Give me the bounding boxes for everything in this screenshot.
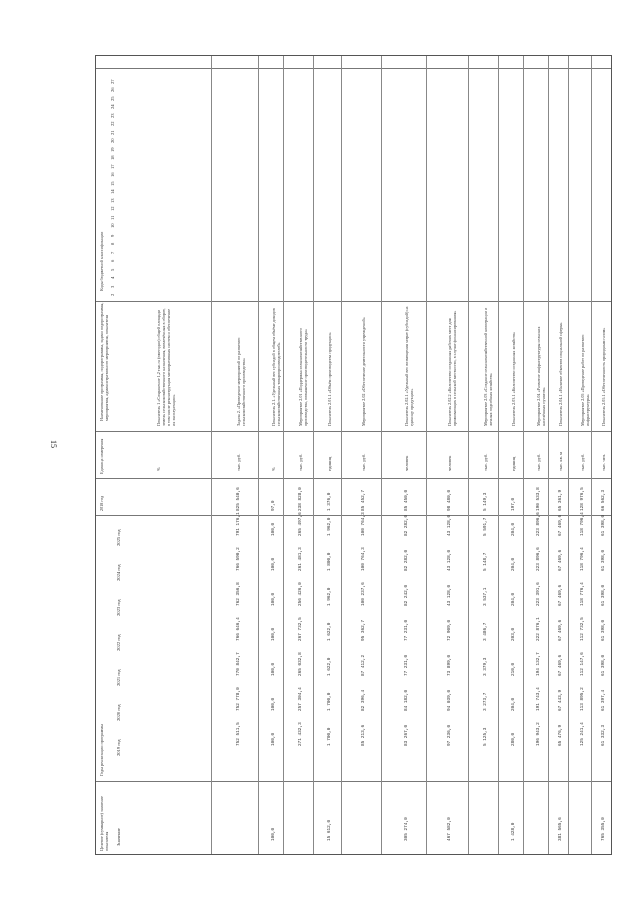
row-year-value: 194 132,7	[536, 652, 541, 676]
row-year-value: 100,0	[271, 592, 276, 606]
row-unit: человек	[447, 455, 452, 471]
row-year-value: 204,0	[511, 557, 516, 571]
code-column-number: 20	[110, 138, 115, 143]
row-year-value: 1 800,0	[327, 552, 332, 571]
row-base-value: 190 533,8	[536, 487, 541, 511]
row-year-value: 83 267,0	[404, 724, 409, 746]
code-column-number: 14	[110, 189, 115, 194]
row-year-value: 67 469,6	[558, 549, 563, 571]
row-year-value: 204,0	[511, 592, 516, 606]
row-divider	[568, 56, 569, 854]
row-divider	[591, 56, 592, 854]
row-year-value: 1 962,0	[327, 517, 332, 536]
row-year-value: 82 282,0	[404, 549, 409, 571]
code-column-number: 2	[110, 293, 115, 296]
year-header: 2024 год	[116, 564, 121, 581]
row-year-value: 43 128,0	[447, 514, 452, 536]
row-year-value: 770 842,7	[236, 652, 241, 676]
row-year-value: 100,0	[271, 732, 276, 746]
row-year-value: 100 764,3	[361, 512, 366, 536]
base-year-separator	[96, 515, 611, 516]
row-divider	[313, 56, 314, 854]
row-year-value: 1 622,0	[327, 622, 332, 641]
row-indicator-name: Задача 2. «Проведение мероприятий по развитию сельскохозяйственного производства»	[236, 337, 246, 426]
row-divider	[426, 56, 427, 854]
final-value-header: Целевое (суммарное) значение показателя	[99, 796, 109, 851]
row-year-value: 762 356,8	[236, 582, 241, 606]
final-value-label: Значение	[116, 828, 121, 846]
classification-header: Коды бюджетной классификации	[99, 231, 104, 291]
indicator-name-header: Наименование программы, подпрограммы, задачи подпрограммы, мероприятия, административного мероприятия, показателя	[99, 302, 109, 421]
row-divider	[548, 56, 549, 854]
row-year-value: 61 332,3	[601, 724, 606, 746]
code-column-number: 11	[110, 215, 115, 220]
row-unit: тыс. руб.	[483, 453, 488, 471]
values-header: Годы реализации программы	[99, 724, 104, 776]
base-year-header: 2018 год	[99, 495, 104, 511]
row-final-value: 1 428,0	[511, 822, 516, 841]
row-year-value: 3 379,3	[483, 657, 488, 676]
header-separator	[96, 68, 611, 69]
row-year-value: 118 796,4	[580, 547, 585, 571]
row-year-value: 265 032,8	[298, 652, 303, 676]
row-year-value: 5 125,3	[483, 727, 488, 746]
row-base-value: 825 540,6	[236, 487, 241, 511]
row-final-value: 381 565,6	[558, 817, 563, 841]
row-divider	[381, 56, 382, 854]
row-indicator-name: Мероприятие 2.02 «Обеспечение деятельности учреждений»	[361, 317, 366, 426]
row-unit: тыс. руб.	[298, 453, 303, 471]
code-column-number: 22	[110, 121, 115, 126]
unit-column-separator	[96, 478, 611, 479]
row-divider	[468, 56, 469, 854]
row-year-value: 256 426,0	[298, 582, 303, 606]
row-year-value: 67 469,6	[558, 514, 563, 536]
row-year-value: 73 899,0	[447, 654, 452, 676]
row-indicator-name: Мероприятие 2.03 «Создание сельскохозяйственной кооперации и личных подсобных хозяйств»	[483, 307, 493, 426]
row-year-value: 84 182,0	[404, 689, 409, 711]
row-unit: тыс. кв. м	[558, 451, 563, 471]
row-year-value: 118 796,4	[580, 512, 585, 536]
row-year-value: 61 398,0	[601, 584, 606, 606]
row-year-value: 5 148,7	[483, 552, 488, 571]
row-year-value: 43 128,0	[447, 549, 452, 571]
row-year-value: 223 896,6	[536, 547, 541, 571]
code-column-number: 9	[110, 234, 115, 237]
row-year-value: 100,0	[271, 522, 276, 536]
row-final-value: 467 582,0	[447, 817, 452, 841]
row-year-value: 61 397,4	[601, 689, 606, 711]
row-year-value: 100 237,6	[361, 582, 366, 606]
data-table	[95, 55, 612, 855]
code-column-number: 25	[110, 95, 115, 101]
row-year-value: 210,0	[511, 662, 516, 676]
row-year-value: 3 273,7	[483, 692, 488, 711]
row-indicator-name: Показатель 2.03.1 «Количество созданных хозяйств»	[511, 331, 516, 426]
row-year-value: 791 176,1	[236, 512, 241, 536]
row-year-value: 196 943,2	[536, 722, 541, 746]
code-column-number: 13	[110, 197, 115, 203]
year-header: 2023 год	[116, 599, 121, 616]
code-column-number: 7	[110, 251, 115, 254]
row-year-value: 1 700,0	[327, 692, 332, 711]
row-indicator-name: Мероприятие 2.04 «Развитие инфраструктуры сельских населённых пунктов»	[536, 326, 546, 426]
row-unit: тыс. руб.	[361, 453, 366, 471]
row-year-value: 1 622,0	[327, 657, 332, 676]
code-column-number: 15	[110, 180, 115, 186]
row-year-value: 61 398,0	[601, 654, 606, 676]
row-year-value: 95 362,7	[361, 619, 366, 641]
row-year-value: 267 732,5	[298, 617, 303, 641]
row-indicator-name: Показатель 2.02.1 «Удельный вес возмещения затрат (субсидий) на единицу продукции»	[404, 306, 414, 426]
row-indicator-name: Показатель 2.1. «Удельный вес субсидий в общем объёме доходов сельскохозяйственных товаропроизводителей»	[271, 308, 281, 426]
row-divider	[211, 56, 212, 854]
row-year-value: 61 398,0	[601, 514, 606, 536]
year-header: 2019 год	[116, 739, 121, 756]
name-column-separator	[96, 431, 611, 432]
row-year-value: 77 231,0	[404, 619, 409, 641]
row-year-value: 43 128,0	[447, 584, 452, 606]
row-year-value: 5 591,7	[483, 517, 488, 536]
row-year-value: 97 236,0	[447, 724, 452, 746]
row-year-value: 67 469,6	[558, 654, 563, 676]
row-year-value: 67 443,9	[558, 689, 563, 711]
row-year-value: 67 469,6	[558, 619, 563, 641]
code-column-number: 21	[110, 129, 115, 135]
row-year-value: 191 743,4	[536, 687, 541, 711]
row-year-value: 280,0	[511, 732, 516, 746]
row-divider	[498, 56, 499, 854]
row-year-value: 61 398,0	[601, 549, 606, 571]
row-year-value: 222 876,1	[536, 617, 541, 641]
row-year-value: 77 231,0	[404, 654, 409, 676]
code-column-number: 12	[110, 206, 115, 211]
row-unit: человек	[404, 455, 409, 471]
code-column-number: 6	[110, 259, 115, 262]
row-indicator-name: Мероприятие 2.05 «Проведение работ по развитию инфраструктуры»	[580, 334, 590, 426]
row-divider	[523, 56, 524, 854]
code-column-number: 3	[110, 285, 115, 288]
row-year-value: 257 304,4	[298, 687, 303, 711]
row-year-value: 752 778,0	[236, 687, 241, 711]
row-indicator-name: Показатель 2.02.2 «Количество созданных рабочих мест для проживающих в сельской местности, в случае финансирования»	[447, 310, 457, 426]
row-year-value: 65 476,9	[558, 724, 563, 746]
row-base-value: 85 450,0	[404, 489, 409, 511]
row-year-value: 204,0	[511, 697, 516, 711]
code-column-number: 10	[110, 223, 115, 228]
row-year-value: 1 962,0	[327, 587, 332, 606]
row-year-value: 82 242,0	[404, 584, 409, 606]
page-number: 15	[49, 440, 58, 448]
row-base-value: 1 376,0	[327, 492, 332, 511]
row-base-value: 65 361,9	[558, 489, 563, 511]
row-year-value: 85 213,6	[361, 724, 366, 746]
row-unit: единиц	[511, 456, 516, 471]
row-unit: тыс. чел.	[601, 453, 606, 471]
row-divider	[258, 56, 259, 854]
row-year-value: 125 241,4	[580, 722, 585, 746]
year-header: 2022 год	[116, 634, 121, 651]
row-year-value: 1 700,0	[327, 727, 332, 746]
row-unit: тыс. руб.	[536, 453, 541, 471]
code-column-number: 17	[110, 163, 115, 169]
row-year-value: 82 396,4	[361, 689, 366, 711]
row-year-value: 3 537,1	[483, 587, 488, 606]
row-year-value: 766 646,4	[236, 617, 241, 641]
row-base-value: 197,0	[511, 497, 516, 511]
row-unit: тыс. руб.	[580, 453, 585, 471]
row-base-value: 128 976,5	[580, 487, 585, 511]
row-final-value: 765 355,0	[601, 817, 606, 841]
row-year-value: 261 481,3	[298, 547, 303, 571]
row-year-value: 100,0	[271, 557, 276, 571]
row-year-value: 100,0	[271, 697, 276, 711]
code-column-number: 27	[110, 78, 115, 84]
row-year-value: 100,0	[271, 662, 276, 676]
row-year-value: 118 776,4	[580, 582, 585, 606]
row-base-value: 98 480,0	[447, 489, 452, 511]
row-indicator-name: Показатель 2.01.1 «Объём производства продукции»	[327, 332, 332, 426]
code-column-number: 23	[110, 112, 115, 118]
row-base-value: 97,0	[271, 500, 276, 511]
values-separator	[96, 781, 611, 782]
row-year-value: 203,0	[511, 627, 516, 641]
row-unit: тыс. руб.	[236, 453, 241, 471]
row-indicator-name: Показатель 1 «Сохранение 1,2 тыс.га (ежегодно) общей площади земель сельскохозяйственного назначения, вовлечённых в оборот, в том числе реконструкция мелиоративных систем и обеспечение их эксплуатации»	[156, 308, 176, 426]
row-year-value: 82 282,0	[404, 514, 409, 536]
row-year-value: 265 497,6	[298, 512, 303, 536]
row-indicator-name: Показатель 2.05.1 «Обеспеченность природным газом»	[601, 327, 606, 426]
row-year-value: 271 432,3	[298, 722, 303, 746]
row-year-value: 72 909,0	[447, 619, 452, 641]
row-unit: %	[156, 467, 161, 471]
row-year-value: 112 732,5	[580, 617, 585, 641]
row-year-value: 113 895,2	[580, 687, 585, 711]
row-base-value: 66 562,3	[601, 489, 606, 511]
row-indicator-name: Мероприятие 2.01 «Поддержка сельскохозяйственного производства, повышение производительности труда»	[298, 328, 308, 426]
row-base-value: 85 452,7	[361, 489, 366, 511]
year-header: 2025 год	[116, 529, 121, 546]
row-unit: единиц	[327, 456, 332, 471]
row-unit: %	[271, 467, 276, 471]
row-year-value: 752 511,5	[236, 722, 241, 746]
code-column-number: 16	[110, 172, 115, 177]
row-year-value: 94 039,0	[447, 689, 452, 711]
code-column-number: 19	[110, 146, 115, 152]
year-header: 2020 год	[116, 704, 121, 721]
row-base-value: 5 149,3	[483, 492, 488, 511]
row-year-value: 87 412,2	[361, 654, 366, 676]
row-final-value: 100,0	[271, 827, 276, 841]
row-year-value: 100 764,3	[361, 547, 366, 571]
row-year-value: 3 486,7	[483, 622, 488, 641]
row-final-value: 15 612,0	[327, 819, 332, 841]
code-section-separator	[96, 301, 611, 302]
code-column-number: 4	[110, 276, 115, 279]
year-header: 2021 год	[116, 669, 121, 686]
row-divider	[283, 56, 284, 854]
unit-header: Единица измерения	[99, 438, 104, 474]
row-indicator-name: Показатель 2.04.1 «Наличие объектов социальной сферы»	[558, 322, 563, 426]
row-year-value: 67 469,6	[558, 584, 563, 606]
row-year-value: 112 147,6	[580, 652, 585, 676]
row-year-value: 61 398,0	[601, 619, 606, 641]
code-column-number: 26	[110, 87, 115, 92]
row-final-value: 305 274,0	[404, 817, 409, 841]
row-year-value: 766 590,2	[236, 547, 241, 571]
code-column-number: 8	[110, 242, 115, 245]
row-year-value: 223 391,6	[536, 582, 541, 606]
row-divider	[341, 56, 342, 854]
row-base-value: 238 828,0	[298, 487, 303, 511]
code-column-number: 5	[110, 268, 115, 271]
row-year-value: 204,0	[511, 522, 516, 536]
row-year-value: 223 896,6	[536, 512, 541, 536]
code-column-number: 24	[110, 104, 115, 109]
code-column-number: 18	[110, 155, 115, 160]
row-year-value: 100,0	[271, 627, 276, 641]
